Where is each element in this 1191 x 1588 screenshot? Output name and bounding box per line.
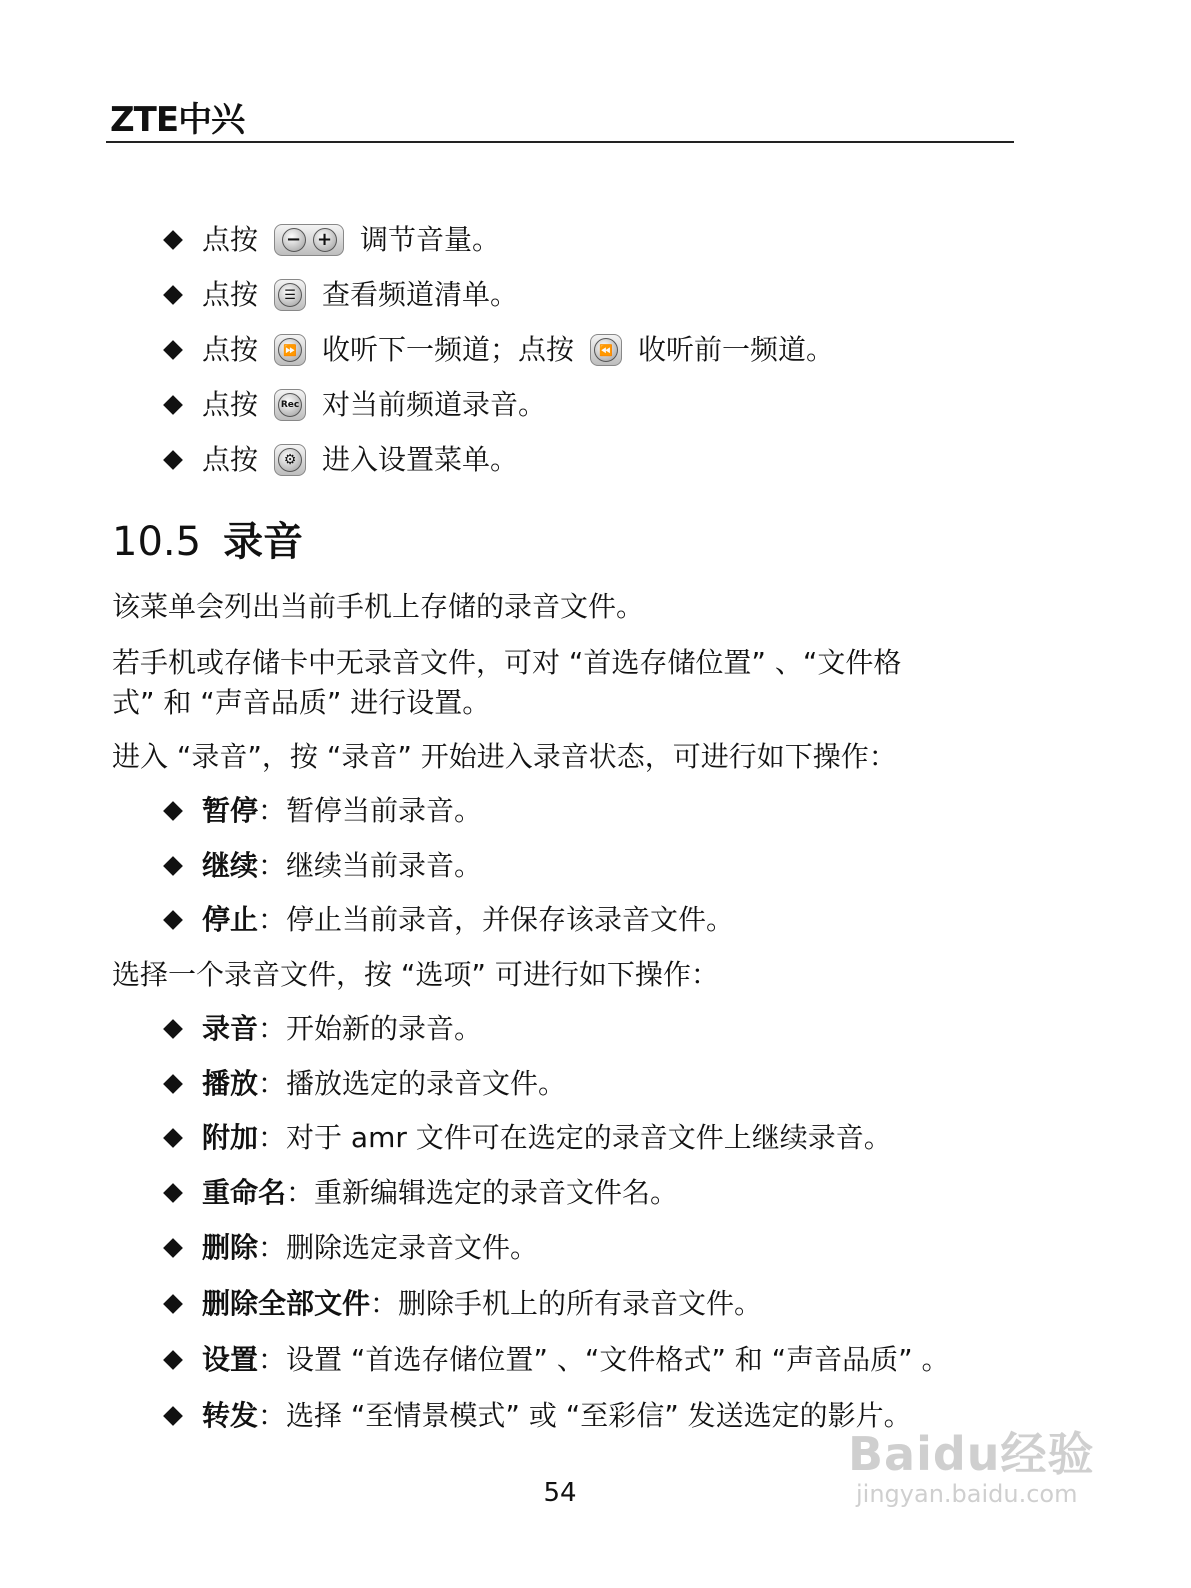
record-icon: Rec	[274, 389, 306, 421]
paragraph-no-files-line2: 式” 和 “声音品质” 进行设置。	[112, 686, 491, 719]
bullet-settings-menu	[166, 440, 518, 480]
bullet-diamond-icon	[163, 1128, 183, 1148]
paragraph-no-files-line1: 若手机或存储卡中无录音文件，可对 “首选存储位置” 、“文件格	[112, 646, 902, 679]
zte-logo: ZTE中兴	[110, 100, 245, 140]
record-op-pause	[166, 791, 482, 831]
op-desc: ：重新编辑选定的录音文件名。	[286, 1176, 679, 1209]
file-op-play	[166, 1064, 566, 1104]
op-desc: ：播放选定的录音文件。	[258, 1067, 567, 1100]
file-op-rename	[166, 1173, 678, 1213]
bullet-diamond-icon	[163, 801, 183, 821]
bullet-diamond-icon	[163, 340, 183, 360]
section-heading	[112, 516, 303, 568]
record-op-continue	[166, 846, 482, 886]
op-term: 删除全部文件	[202, 1287, 371, 1320]
op-desc: ：删除选定录音文件。	[258, 1231, 539, 1264]
file-op-delete-all	[166, 1284, 762, 1324]
next-channel-icon: ⏩	[274, 334, 306, 366]
bullet-diamond-icon	[163, 910, 183, 930]
bullet-text: 查看频道清单。	[322, 278, 519, 311]
bullet-text: 收听下一频道；点按	[322, 333, 575, 366]
op-desc: ：开始新的录音。	[258, 1012, 483, 1045]
header-divider	[106, 141, 1014, 143]
op-desc: ：暂停当前录音。	[258, 794, 483, 827]
file-op-forward	[166, 1396, 912, 1436]
op-term: 录音	[202, 1012, 259, 1045]
bullet-diamond-icon	[163, 230, 183, 250]
bullet-prefix: 点按	[202, 223, 259, 256]
prev-channel-icon: ⏪	[590, 334, 622, 366]
bullet-text-2: 收听前一频道。	[638, 333, 835, 366]
bullet-text: 对当前频道录音。	[322, 388, 547, 421]
op-desc: ：删除手机上的所有录音文件。	[370, 1287, 763, 1320]
bullet-diamond-icon	[163, 1238, 183, 1258]
bullet-prefix: 点按	[202, 333, 259, 366]
bullet-prefix: 点按	[202, 278, 259, 311]
watermark-brand: Baidu经验	[848, 1427, 1095, 1481]
op-term: 继续	[202, 849, 259, 882]
op-term: 附加	[202, 1121, 259, 1154]
paragraph-select-file: 选择一个录音文件，按 “选项” 可进行如下操作：	[112, 958, 719, 991]
op-term: 转发	[202, 1399, 259, 1432]
bullet-diamond-icon	[163, 285, 183, 305]
file-op-record	[166, 1009, 482, 1049]
record-op-stop	[166, 900, 734, 940]
bullet-diamond-icon	[163, 1350, 183, 1370]
op-desc: ：选择 “至情景模式” 或 “至彩信” 发送选定的影片。	[258, 1399, 912, 1432]
page-number: 54	[543, 1478, 577, 1508]
op-term: 设置	[202, 1343, 259, 1376]
watermark-url: jingyan.baidu.com	[856, 1480, 1078, 1508]
bullet-record-channel	[166, 385, 546, 425]
bullet-text: 调节音量。	[360, 223, 501, 256]
op-desc: ：停止当前录音，并保存该录音文件。	[258, 903, 735, 936]
bullet-diamond-icon	[163, 1019, 183, 1039]
bullet-diamond-icon	[163, 395, 183, 415]
op-desc: ：设置 “首选存储位置” 、“文件格式” 和 “声音品质” 。	[258, 1343, 950, 1376]
op-term: 重命名	[202, 1176, 287, 1209]
paragraph-intro: 该菜单会列出当前手机上存储的录音文件。	[112, 590, 645, 623]
op-term: 暂停	[202, 794, 259, 827]
bullet-diamond-icon	[163, 450, 183, 470]
settings-icon: ⚙	[274, 444, 306, 476]
bullet-next-prev-channel	[166, 330, 834, 370]
volume-up-icon: +	[313, 228, 337, 252]
volume-down-icon: −	[282, 228, 306, 252]
bullet-text: 进入设置菜单。	[322, 443, 519, 476]
file-op-append	[166, 1118, 892, 1158]
file-op-settings	[166, 1340, 950, 1380]
section-number: 10.5	[112, 519, 202, 565]
volume-buttons-icon	[274, 224, 344, 256]
bullet-prefix: 点按	[202, 388, 259, 421]
section-title: 录音	[223, 519, 304, 565]
bullet-prefix: 点按	[202, 443, 259, 476]
bullet-volume	[166, 220, 500, 260]
bullet-diamond-icon	[163, 1183, 183, 1203]
bullet-diamond-icon	[163, 856, 183, 876]
op-term: 播放	[202, 1067, 259, 1100]
paragraph-enter-record: 进入 “录音”，按 “录音” 开始进入录音状态，可进行如下操作：	[112, 740, 897, 773]
op-term: 删除	[202, 1231, 259, 1264]
op-desc: ：继续当前录音。	[258, 849, 483, 882]
file-op-delete	[166, 1228, 538, 1268]
bullet-channel-list	[166, 275, 518, 315]
bullet-diamond-icon	[163, 1294, 183, 1314]
channel-list-icon: ☰	[274, 279, 306, 311]
op-desc: ：对于 amr 文件可在选定的录音文件上继续录音。	[258, 1121, 892, 1154]
bullet-diamond-icon	[163, 1406, 183, 1426]
op-term: 停止	[202, 903, 259, 936]
bullet-diamond-icon	[163, 1074, 183, 1094]
